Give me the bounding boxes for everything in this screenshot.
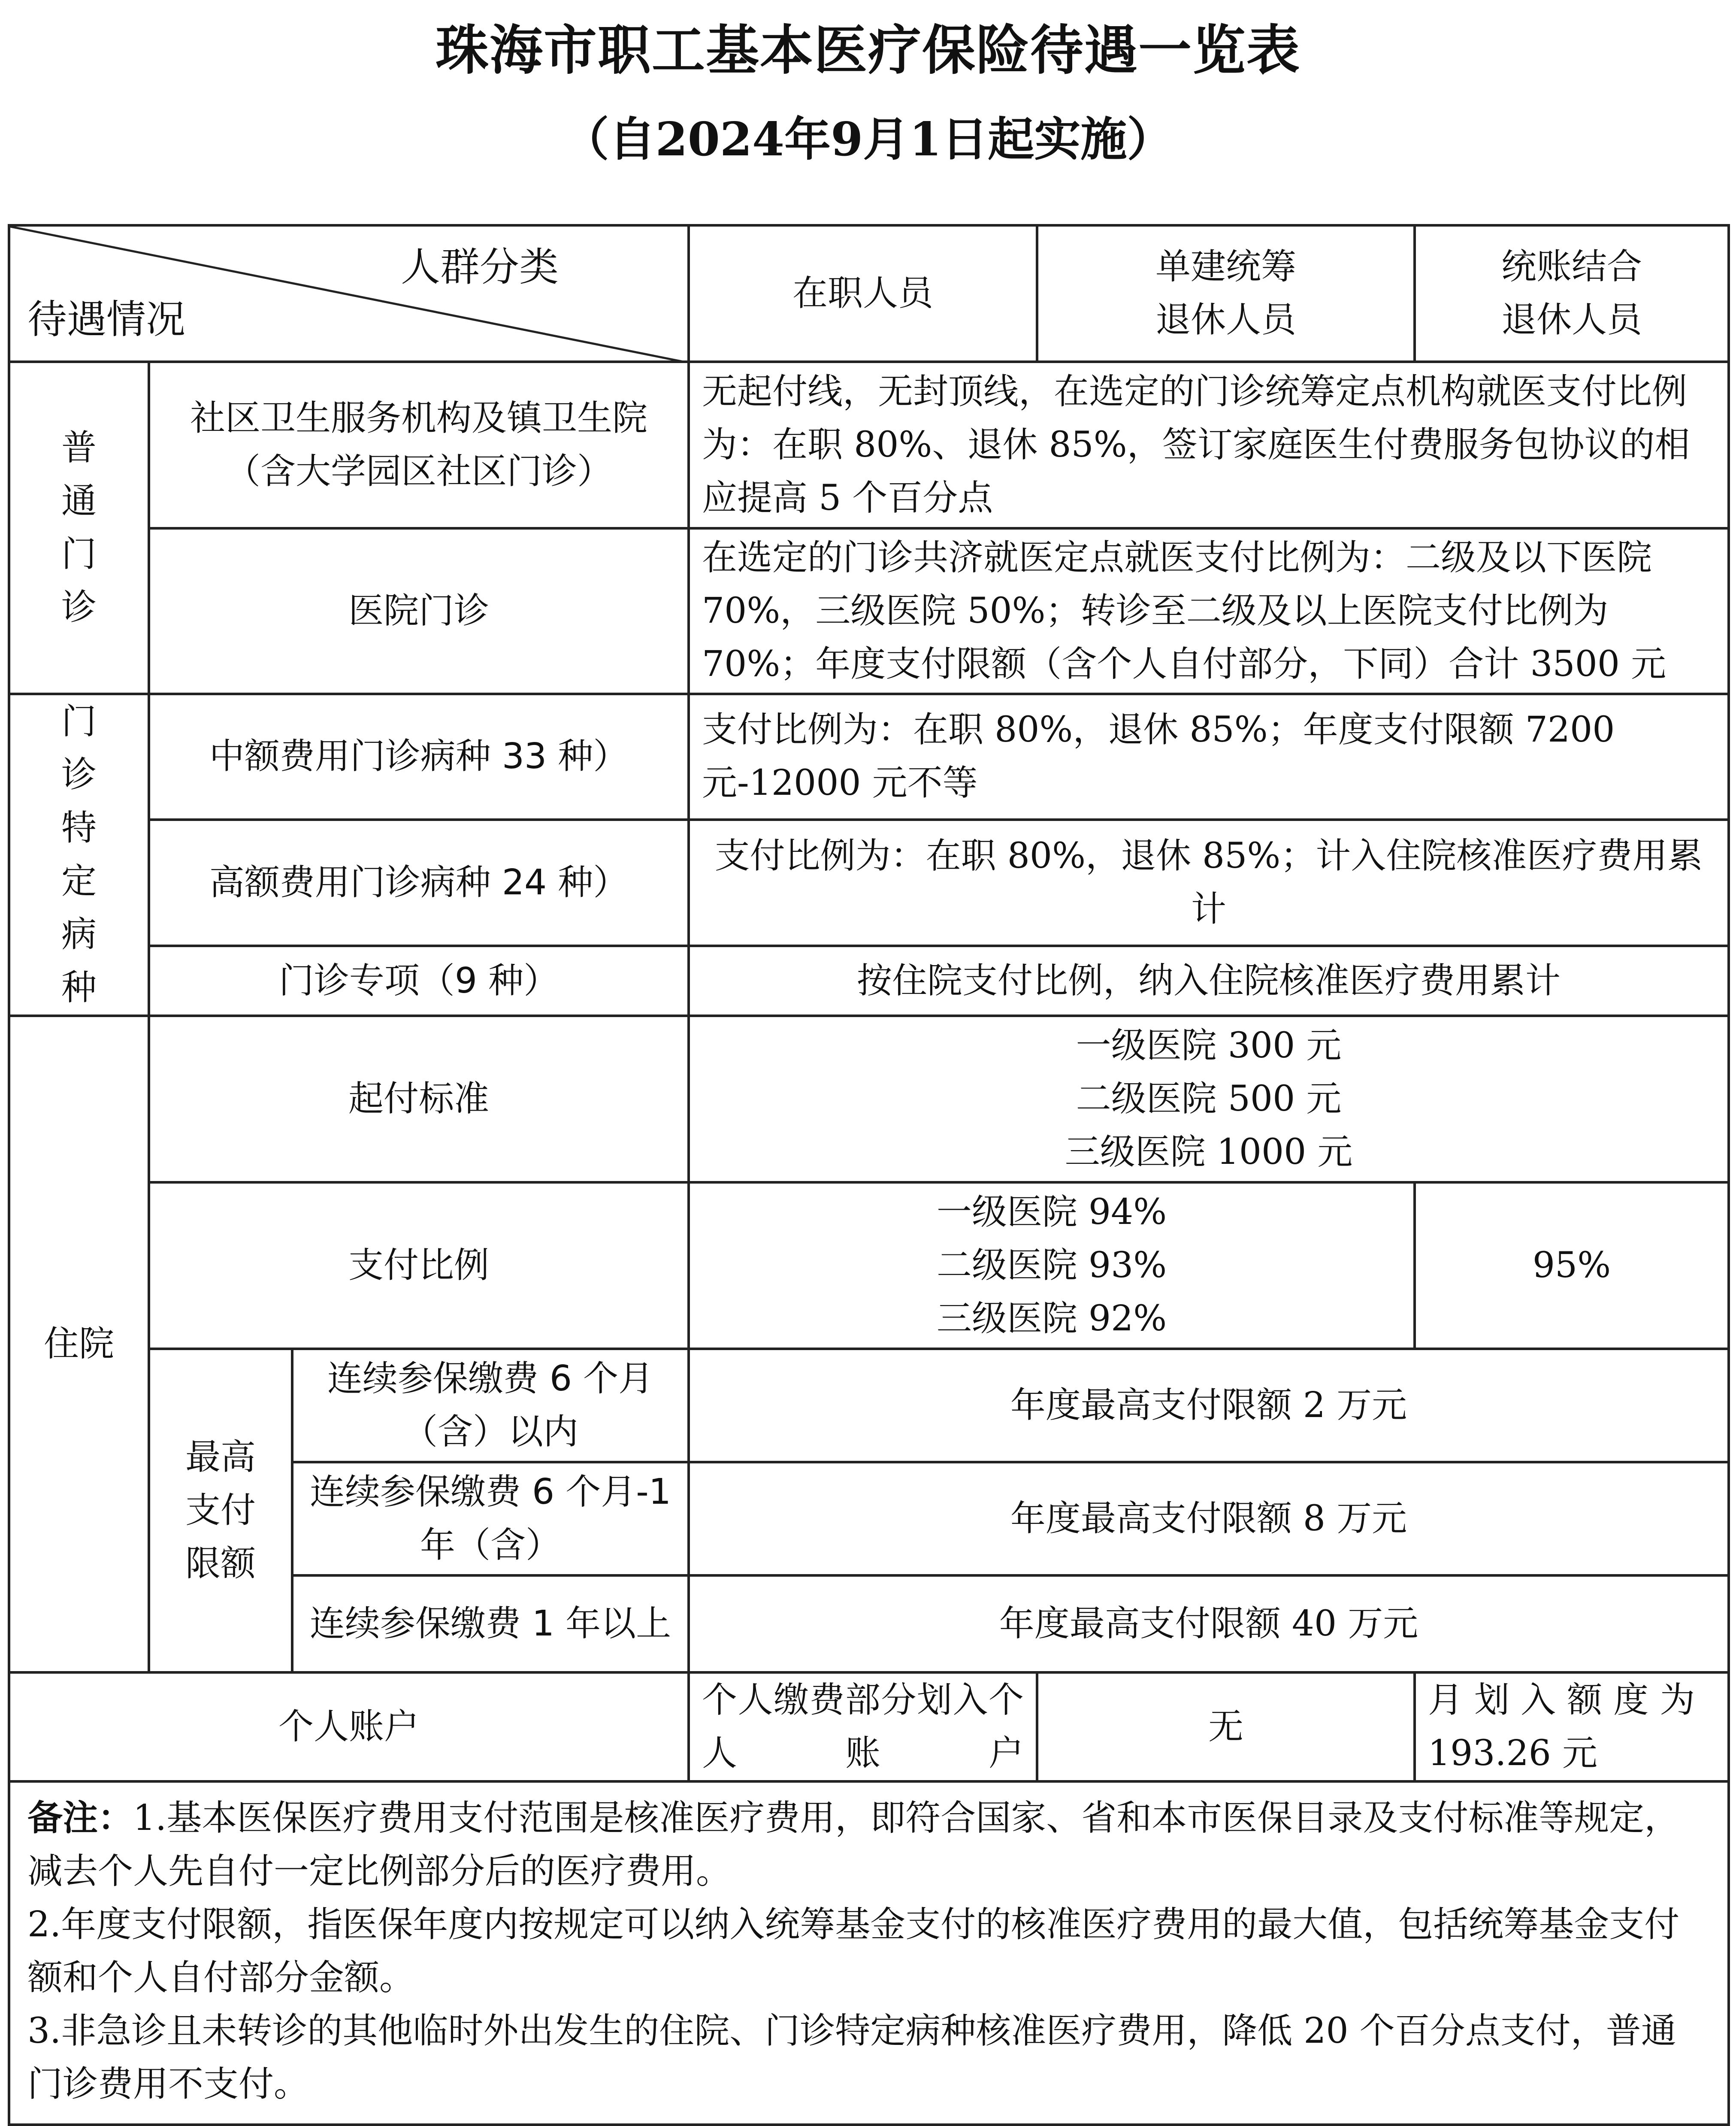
max-limit-value: 年度最高支付限额 2 万元: [689, 1349, 1729, 1462]
notes-row: [9, 1781, 1729, 2125]
corner-label-group: 人群分类: [400, 244, 559, 290]
header-single-retiree-line2: 退休人员: [1155, 300, 1296, 340]
deductible-label: 起付标准: [149, 1016, 689, 1182]
max-limit-label: 最高支付限额: [185, 1437, 256, 1584]
header-employee: 在职人员: [689, 225, 1037, 362]
header-row: [9, 225, 1729, 362]
deductible-values: [689, 1016, 1729, 1182]
table-row: [9, 946, 1729, 1016]
personal-account-single-retiree: 无: [1037, 1672, 1415, 1781]
deductible-level3: 三级医院 1000 元: [1065, 1132, 1353, 1172]
notes-label: 备注：: [27, 1797, 133, 1838]
ratio-values: [689, 1182, 1415, 1349]
medium-disease-text: 支付比例为：在职 80%，退休 85%；年度支付限额 7200 元-12000 元不等: [689, 694, 1729, 820]
ratio-level1: 一级医院 94%: [936, 1192, 1167, 1233]
max-limit-label-cell: [149, 1349, 292, 1672]
group-general-outpatient-label: 普通门诊: [61, 427, 97, 628]
table-row: [9, 528, 1729, 694]
group-special-disease-label: 门诊特定病种: [61, 701, 97, 1008]
max-limit-condition: 连续参保缴费 1 年以上: [292, 1575, 689, 1672]
community-label: [149, 362, 689, 528]
group-special-disease: [9, 694, 149, 1016]
table-row: [9, 820, 1729, 946]
max-limit-condition: 连续参保缴费 6 个月-1 年（含）: [292, 1462, 689, 1575]
group-inpatient: 住院: [9, 1016, 149, 1672]
high-disease-label: 高额费用门诊病种 24 种）: [149, 820, 689, 946]
personal-account-employee: 个人缴费部分划入个人账户: [689, 1672, 1037, 1781]
medium-disease-label: 中额费用门诊病种 33 种）: [149, 694, 689, 820]
high-disease-text: 支付比例为：在职 80%，退休 85%；计入住院核准医疗费用累计: [689, 820, 1729, 946]
hospital-outpatient-text: 在选定的门诊共济就医定点就医支付比例为：二级及以下医院 70%，三级医院 50%；转诊至二级及以上医院支付比例为 70%；年度支付限额（含个人自付部分，下同）合计 3500 元: [689, 528, 1729, 694]
note-item-3: 3.非急诊且未转诊的其他临时外出发生的住院、门诊特定病种核准医疗费用，降低 20 个百分点支付，普通门诊费用不支付。: [27, 2011, 1676, 2105]
table-row: [9, 1182, 1729, 1349]
ratio-label: 支付比例: [149, 1182, 689, 1349]
header-combined-retiree-line1: 统账结合: [1501, 246, 1642, 287]
deductible-level1: 一级医院 300 元: [1076, 1025, 1342, 1066]
table-row: [9, 362, 1729, 528]
personal-account-combined-line1: 月 划 入 额 度 为: [1428, 1680, 1695, 1720]
personal-account-combined-retiree: [1415, 1672, 1729, 1781]
table-row: [9, 1349, 1729, 1462]
ratio-level3: 三级医院 92%: [936, 1298, 1167, 1339]
header-combined-retiree-line2: 退休人员: [1501, 300, 1642, 340]
page-subtitle: （自2024年9月1日起实施）: [563, 112, 1173, 167]
ratio-combined-retiree: 95%: [1415, 1182, 1729, 1349]
header-single-retiree-line1: 单建统筹: [1155, 246, 1296, 287]
benefits-table: [8, 224, 1730, 2126]
max-limit-value: 年度最高支付限额 8 万元: [689, 1462, 1729, 1575]
special-item-label: 门诊专项（9 种）: [149, 946, 689, 1016]
community-label-line2: （含大学园区社区门诊）: [225, 451, 612, 492]
max-limit-condition: 连续参保缴费 6 个月（含）以内: [292, 1349, 689, 1462]
ratio-level2: 二级医院 93%: [936, 1245, 1167, 1286]
corner-label-benefit: 待遇情况: [27, 297, 186, 342]
personal-account-label: 个人账户: [9, 1672, 689, 1781]
note-item-2: 2.年度支付限额，指医保年度内按规定可以纳入统筹基金支付的核准医疗费用的最大值，包括统筹基金支付额和个人自付部分金额。: [27, 1904, 1680, 1998]
header-single-retiree: [1037, 225, 1415, 362]
personal-account-combined-line2: 193.26 元: [1428, 1733, 1597, 1774]
hospital-outpatient-label: 医院门诊: [149, 528, 689, 694]
notes-cell: [9, 1781, 1729, 2125]
header-combined-retiree: [1415, 225, 1729, 362]
header-corner-cell: [9, 225, 689, 362]
table-row: [9, 1672, 1729, 1781]
note-item-1: 备注：1.基本医保医疗费用支付范围是核准医疗费用，即符合国家、省和本市医保目录及支付标准等规定，减去个人先自付一定比例部分后的医疗费用。: [27, 1797, 1680, 1892]
community-label-line1: 社区卫生服务机构及镇卫生院: [190, 398, 647, 439]
special-item-text: 按住院支付比例，纳入住院核准医疗费用累计: [689, 946, 1729, 1016]
max-limit-value: 年度最高支付限额 40 万元: [689, 1575, 1729, 1672]
group-general-outpatient: [9, 362, 149, 694]
deductible-level2: 二级医院 500 元: [1076, 1078, 1342, 1119]
table-row: [9, 694, 1729, 820]
community-text: 无起付线，无封顶线，在选定的门诊统筹定点机构就医支付比例为：在职 80%、退休 85%，签订家庭医生付费服务包协议的相应提高 5 个百分点: [689, 362, 1729, 528]
table-row: [9, 1016, 1729, 1182]
page-title: 珠海市职工基本医疗保险待遇一览表: [435, 19, 1300, 82]
